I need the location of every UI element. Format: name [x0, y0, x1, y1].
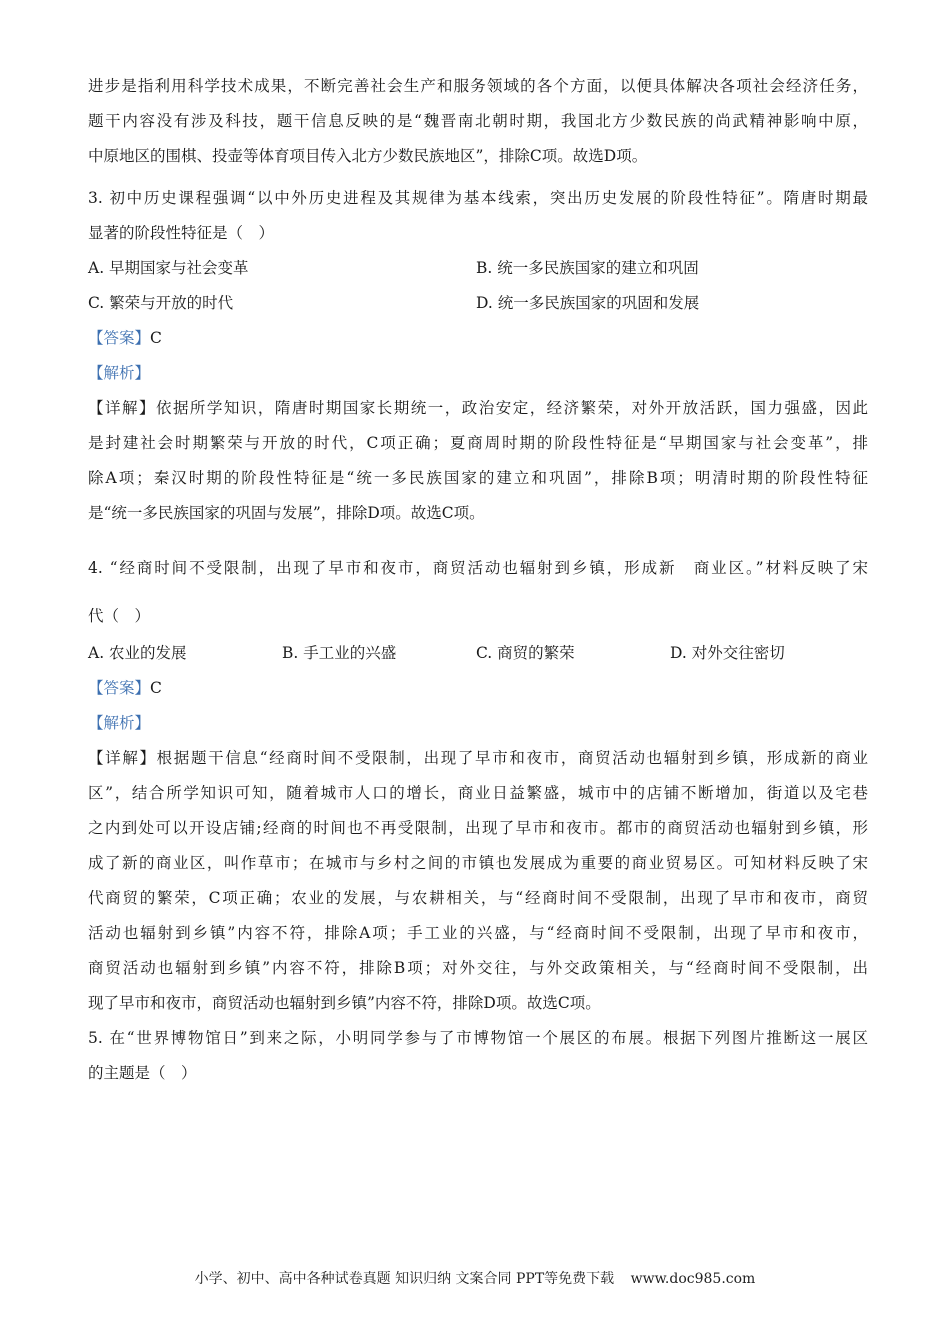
q3-detail-line: 除A项；秦汉时期的阶段性特征是“统一多民族国家的建立和巩固”，排除B项；明清时期的阶段性特征: [88, 469, 868, 487]
answer-tag: 【答案】: [88, 329, 151, 347]
q4-detail-line: 成了新的商业区，叫作草市；在城市与乡村之间的市镇也发展成为重要的商业贸易区。可知材料反映了宋: [88, 854, 868, 872]
analysis-tag: 【解析】: [88, 364, 151, 382]
q4-detail-line: [88, 747, 868, 769]
q4-option-c: C. 商贸的繁荣: [476, 644, 575, 662]
q4-analysis-tag: [88, 712, 868, 734]
question-4-stem: 代（ ）: [88, 607, 151, 625]
q3-detail-line: [88, 397, 868, 419]
detail-text: 依据所学知识，隋唐时期国家长期统一，政治安定，经济繁荣，对外开放活跃，国力强盛，因此: [155, 399, 868, 417]
q4-detail-line: 代商贸的繁荣，C项正确；农业的发展，与农耕相关，与“经商时间不受限制，出现了早市和夜市，商贸: [88, 889, 868, 907]
q4-detail-line: 现了早市和夜市，商贸活动也辐射到乡镇”内容不符，排除D项。故选C项。: [88, 994, 601, 1012]
page-footer: [0, 1268, 950, 1288]
text-line: 中原地区的围棋、投壶等体育项目传入北方少数民族地区”，排除C项。故选D项。: [88, 147, 648, 165]
q3-detail-line: 是“统一多民族国家的巩固与发展”，排除D项。故选C项。: [88, 504, 485, 522]
q3-answer: [88, 327, 868, 349]
question-3-stem: 显著的阶段性特征是（ ）: [88, 224, 275, 242]
detail-text: 根据题干信息“经商时间不受限制，出现了早市和夜市，商贸活动也辐射到乡镇，形成新的商业: [156, 749, 868, 767]
q3-option-d: D. 统一多民族国家的巩固和发展: [476, 294, 700, 312]
q4-detail-line: 活动也辐射到乡镇”内容不符，排除A项；手工业的兴盛，与“经商时间不受限制，出现了早市和夜市，: [88, 924, 868, 942]
text-line: 题干内容没有涉及科技，题干信息反映的是“魏晋南北朝时期，我国北方少数民族的尚武精神影响中原，: [88, 112, 868, 130]
text-line: 进步是指利用科学技术成果，不断完善社会生产和服务领域的各个方面，以便具体解决各项社会经济任务，: [88, 77, 868, 95]
q4-option-a: A. 农业的发展: [88, 644, 187, 662]
question-5-stem: 的主题是（ ）: [88, 1064, 197, 1082]
q4-detail-line: 区”，结合所学知识可知，随着城市人口的增长，商业日益繁盛，城市中的店铺不断增加，街道以及宅巷: [88, 784, 868, 802]
q4-option-b: B. 手工业的兴盛: [282, 644, 397, 662]
detail-tag: 【详解】: [88, 399, 156, 417]
q3-option-b: B. 统一多民族国家的建立和巩固: [476, 259, 699, 277]
footer-text: 小学、初中、高中各种试卷真题 知识归纳 文案合同 PPT等免费下载: [194, 1271, 615, 1287]
q3-analysis-tag: [88, 362, 868, 384]
answer-tag: 【答案】: [88, 679, 151, 697]
footer-site-link[interactable]: www.doc985.com: [630, 1271, 756, 1287]
analysis-tag: 【解析】: [88, 714, 151, 732]
q4-detail-line: 之内到处可以开设店铺;经商的时间也不再受限制，出现了早市和夜市。都市的商贸活动也辐射到乡镇，形: [88, 819, 868, 837]
q4-detail-line: 商贸活动也辐射到乡镇”内容不符，排除B项；对外交往，与外交政策相关，与“经商时间不受限制，出: [88, 959, 868, 977]
detail-tag: 【详解】: [88, 749, 157, 767]
q4-answer: [88, 677, 868, 699]
question-4-stem: 4. “经商时间不受限制，出现了早市和夜市，商贸活动也辐射到乡镇，形成新 商业区。”材料反映了宋: [88, 559, 868, 577]
answer-value: C: [150, 679, 162, 697]
answer-value: C: [150, 329, 162, 347]
question-5-stem: 5. 在“世界博物馆日”到来之际，小明同学参与了市博物馆一个展区的布展。根据下列图片推断这一展区: [88, 1029, 868, 1047]
question-3-stem: 3. 初中历史课程强调“以中外历史进程及其规律为基本线索，突出历史发展的阶段性特征”。隋唐时期最: [88, 189, 868, 207]
q4-option-d: D. 对外交往密切: [670, 644, 785, 662]
q3-detail-line: 是封建社会时期繁荣与开放的时代，C项正确；夏商周时期的阶段性特征是“早期国家与社会变革”，排: [88, 434, 868, 452]
q3-option-a: A. 早期国家与社会变革: [88, 259, 249, 277]
q3-option-c: C. 繁荣与开放的时代: [88, 294, 234, 312]
